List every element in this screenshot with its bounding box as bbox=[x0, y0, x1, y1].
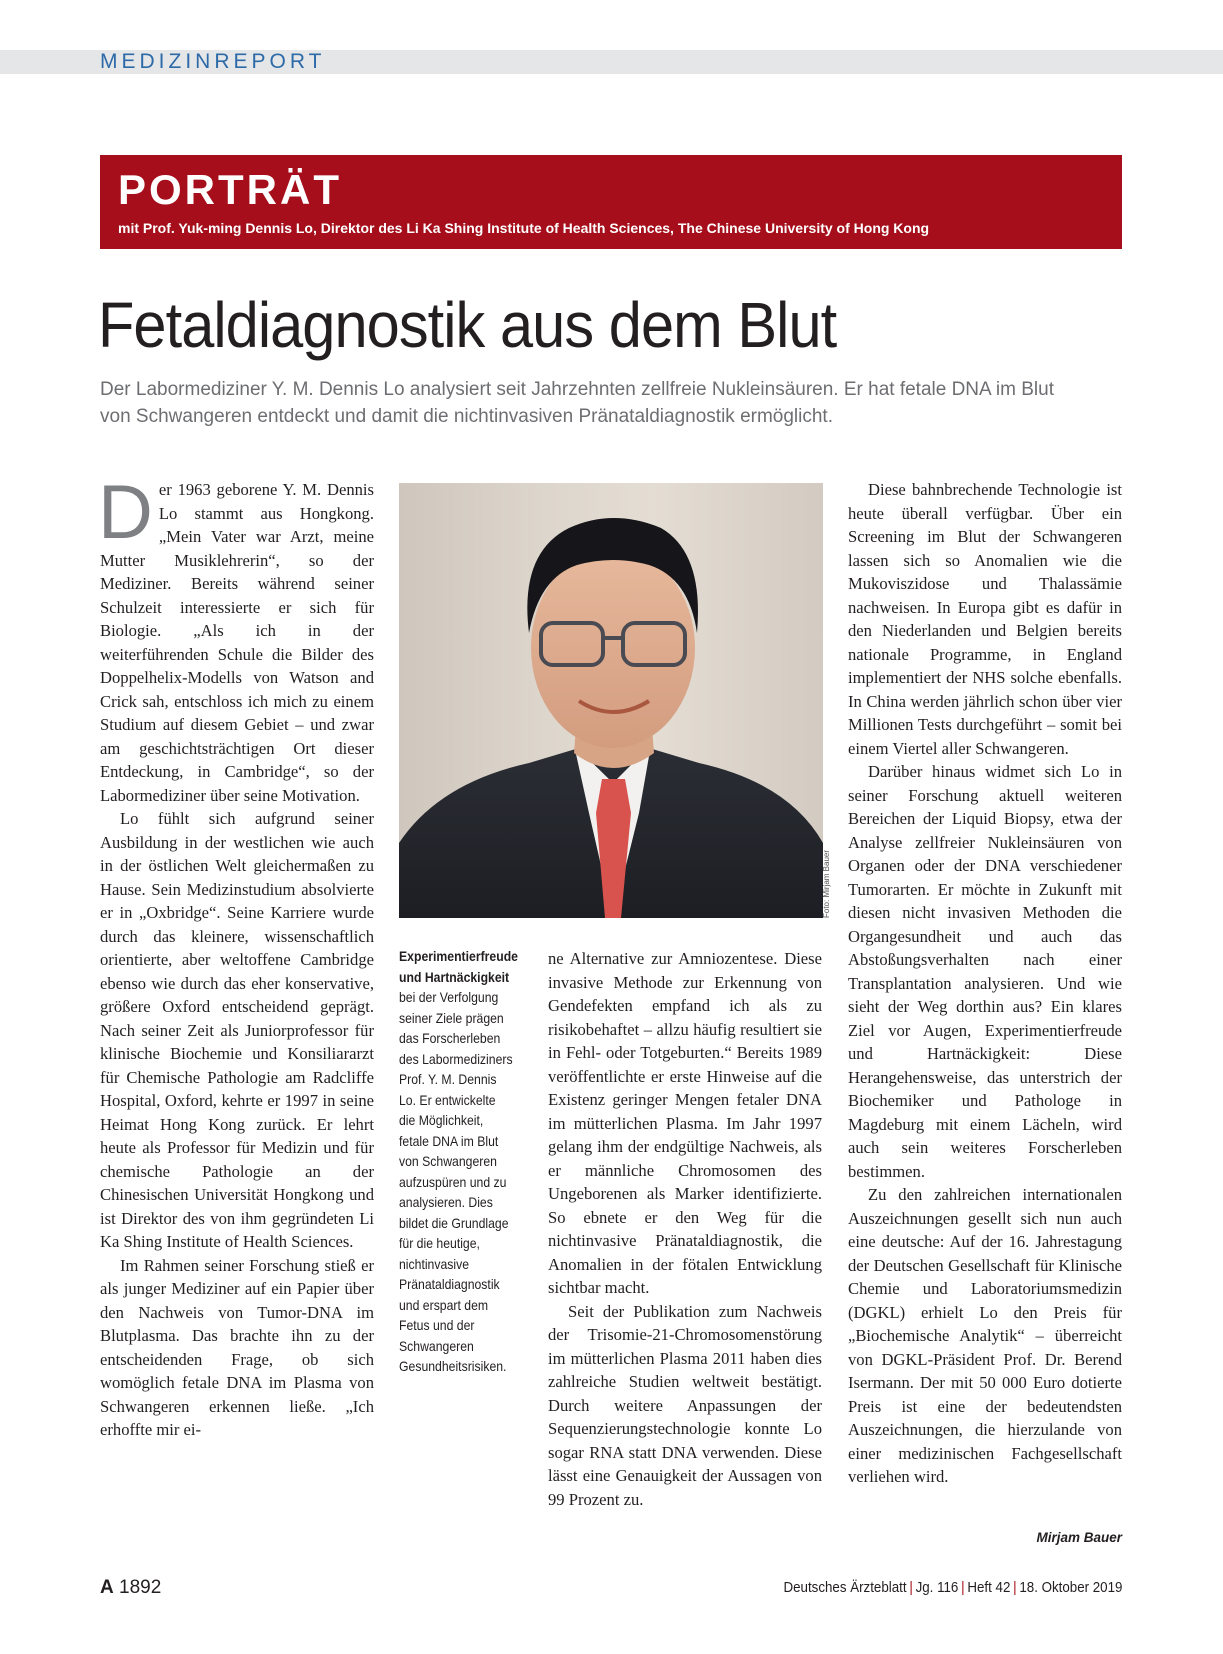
page-number: A 1892 bbox=[100, 1577, 162, 1598]
portrait-photo bbox=[399, 483, 823, 918]
paragraph: Diese bahnbrechende Technologie ist heute überall verfügbar. Über ein Screening im Blut der Schwangeren lassen sich so Anomalien wie die Mukoviszidose und Thalassämie nachweisen. In Europa gibt es dafür in den Niederlanden und Belgien bereits nationale Programme, in England implementiert der NHS solche ebenfalls. In China werden jährlich schon über vier Millionen Tests durchgeführt – somit bei einem Viertel aller Schwangeren. bbox=[848, 480, 1122, 758]
section-label: MEDIZINREPORT bbox=[100, 50, 326, 73]
photo-credit: Foto: Mirjam Bauer bbox=[822, 849, 831, 918]
paragraph: Im Rahmen seiner Forschung stieß er als junger Mediziner auf ein Papier über den Nachweis von Tumor-DNA im Blutplasma. Das brachte ihn zu der entscheidenden Frage, ob sich womöglich fetale DNA im Plasma von Schwangeren erkennen ließe. „Ich erhoffte mir ei- bbox=[100, 1255, 374, 1439]
article-column-3 bbox=[548, 947, 822, 1511]
paragraph: Zu den zahlreichen internationalen Auszeichnungen gesellt sich nun auch eine deutsche: Auf der 16. Jahrestagung der Deutschen Gesellschaft für Klinische Chemie und Laboratoriumsmedizin (DGKL) erhielt Lo den Preis für „Biochemische Analytik“ – überreicht von DGKL-Präsident Prof. Dr. Berend Isermann. Der mit 50 000 Euro dotierte Preis ist eine der bedeutendsten Auszeichnungen, die hierzulande von einer medizinischen Fachgesellschaft verliehen wird. bbox=[848, 1185, 1122, 1486]
banner-title: PORTRÄT bbox=[118, 166, 342, 213]
article-headline: Fetaldiagnostik aus dem Blut bbox=[98, 289, 837, 361]
caption-text: bei der Verfolgung seiner Ziele prägen das Forscherleben des Labormediziners Prof. Y. M. Dennis Lo. Er entwickelte die Möglichkeit, fetale DNA im Blut von Schwangeren aufzuspüren und zu analysieren. Dies bildet die Grundlage für die heutige, nichtinvasive Pränataldiagnostik und erspart dem Fetus und der Schwangeren Gesundheitsrisiken. bbox=[399, 990, 513, 1374]
caption-bold: Experimentierfreude und Hartnäckigkeit bbox=[399, 949, 518, 985]
article-column-1 bbox=[98, 470, 374, 1442]
paragraph: Der 1963 geborene Y. M. Dennis Lo stammt aus Hongkong. „Mein Vater war Arzt, meine Mutter Musiklehrerin“, so der Mediziner. Bereits während seiner Schulzeit interessierte er sich für Biologie. „Als ich in der weiterführenden Schule die Bilder des Doppelhelix-Modells von Watson and Crick sah, entschloss ich mich zu einem Studium auf diesem Gebiet – und zwar am geschichtsträchtigen Ort dieser Entdeckung, in Cambridge“, so der Labormediziner über seine Motivation. bbox=[98, 470, 374, 805]
paragraph: Lo fühlt sich aufgrund seiner Ausbildung in der westlichen wie auch in der östlichen Welt gleichermaßen zu Hause. Sein Medizinstudium absolvierte er in „Oxbridge“. Seine Karriere wurde durch das kleinere, wissenschaftlich orientierte, aber weltoffene Cambridge ebenso wie durch das eher konservative, größere Oxford entscheidend geprägt. Nach seiner Zeit als Juniorprofessor für klinische Biochemie und Konsiliararzt für Chemische Pathologie am Radcliffe Hospital, Oxford, kehrte er 1997 in seine Heimat Hong Kong zurück. Er lehrt heute als Professor für Medizin und für chemische Pathologie an der Chinesischen Universität Hongkong und ist Direktor des von ihm gegründeten Li Ka Shing Institute of Health Sciences. bbox=[100, 809, 374, 1251]
author-byline: Mirjam Bauer bbox=[1036, 1530, 1122, 1545]
drop-cap: D bbox=[98, 470, 153, 555]
paragraph: Darüber hinaus widmet sich Lo in seiner Forschung aktuell weiteren Bereichen der Liquid Biopsy, etwa der Analyse zellfreier Nukleinsäuren von Organen oder der DNA verschiedener Tumorarten. Er möchte in Zukunft mit diesen nicht invasiven Methoden die Organgesundheit und auch das Abstoßungsverhalten nach einer Transplantation analysieren. Und wie sieht der Weg dorthin aus? Ein klares Ziel vor Augen, Experimentierfreude und Hartnäckigkeit: Diese Herangehensweise, das unterstrich der Biochemiker und Pathologe in Magdeburg mit einem Lächeln, wird auch sein weiteres Forscherleben bestimmen. bbox=[848, 762, 1122, 1181]
article-column-4 bbox=[848, 478, 1122, 1489]
banner-subtitle: mit Prof. Yuk-ming Dennis Lo, Direktor des Li Ka Shing Institute of Health Sciences, The Chinese University of Hong Kong bbox=[118, 220, 930, 236]
portrait-banner bbox=[100, 155, 1122, 249]
photo-caption bbox=[399, 947, 518, 1378]
article-lead: Der Labormediziner Y. M. Dennis Lo analysiert seit Jahrzehnten zellfreie Nukleinsäuren. Er hat fetale DNA im Blut von Schwangeren entdeckt und damit die nichtinvasiven Pränataldiagnostik ermöglicht. bbox=[100, 379, 1054, 427]
paragraph: ne Alternative zur Amniozentese. Diese invasive Methode zur Erkennung von Gendefekten empfand ich als zu risikobehaftet – allzu häufig resultiert sie in Fehl- oder Totgeburten.“ Bereits 1989 veröffentlichte er erste Hinweise auf die Existenz geringer Mengen fetaler DNA im mütterlichen Plasma. Im Jahr 1997 gelang ihm der endgültige Nachweis, als er männliche Chromosomen des Ungeborenen als Marker identifizierte. So ebnete er den Weg für die nichtinvasive Pränataldiagnostik, die Anomalien in der fötalen Entwicklung sichtbar macht. bbox=[548, 949, 822, 1297]
footer-citation: Deutsches Ärzteblatt | Jg. 116 | Heft 42 | 18. Oktober 2019 bbox=[783, 1580, 1122, 1596]
paragraph: Seit der Publikation zum Nachweis der Trisomie-21-Chromosomenstörung im mütterlichen Plasma 2011 haben dies zahlreiche Studien weltweit bestätigt. Durch weitere Anpassungen der Sequenzierungstechnologie konnte Lo sogar RNA statt DNA verwenden. Diese lässt eine Genauigkeit der Aussagen von 99 Prozent zu. bbox=[548, 1301, 822, 1509]
